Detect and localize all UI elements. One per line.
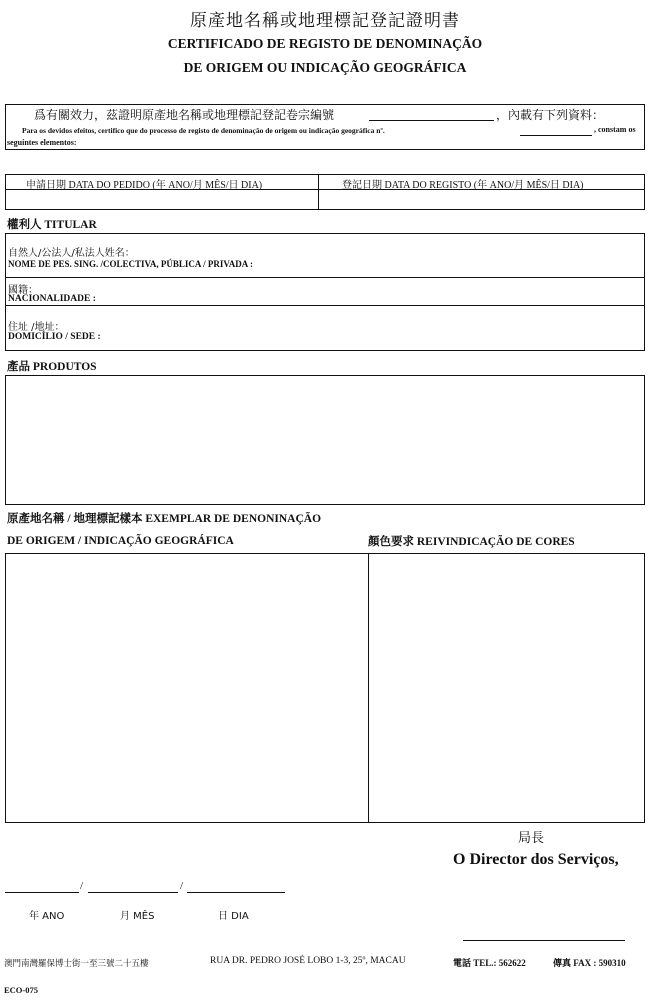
dates-table <box>5 174 645 210</box>
title-portuguese-line2: DE ORIGEM OU INDICAÇÃO GEOGRÁFICA <box>183 60 467 75</box>
sample-field[interactable] <box>6 554 368 822</box>
sample-heading-line1: 原產地名稱 / 地理標記樣本 EXEMPLAR DE DENONINAÇÃO <box>7 513 322 525</box>
title-portuguese-line1: CERTIFICADO DE REGISTO DE DENOMINAÇÃO <box>167 36 483 51</box>
registry-date-field[interactable] <box>319 190 644 209</box>
nationality-label-zh: 國籍： <box>8 285 38 296</box>
date-separator-1: / <box>80 880 84 892</box>
address-label-zh: 住址 /地址： <box>8 322 65 333</box>
sample-heading-line2: DE ORIGEM / INDICAÇÃO GEOGRÁFICA <box>7 535 234 547</box>
day-field[interactable] <box>187 892 285 893</box>
intro-pt-line2: seguintes elementos: <box>7 138 77 147</box>
request-date-field[interactable] <box>6 190 317 209</box>
sample-table <box>5 553 645 823</box>
intro-zh-suffix: ，內載有下列資料： <box>496 108 605 122</box>
month-field[interactable] <box>88 892 178 893</box>
form-code: ECO-075 <box>4 985 38 995</box>
address-label-pt: DOMICÍLIO / SEDE : <box>8 332 101 342</box>
footer-fax: 傳真 FAX : 590310 <box>553 958 626 968</box>
intro-pt-text: Para os devidos efeitos, certifico que do processo de registo de denominação de origem ou indicação geográfica nº. <box>22 126 385 135</box>
process-number-pt-field[interactable] <box>520 135 592 136</box>
date-separator-2: / <box>180 880 184 892</box>
colors-field[interactable] <box>369 554 644 822</box>
intro-zh-text: 爲有關效力，茲證明原產地名稱或地理標記登記卷宗編號 <box>34 108 335 122</box>
month-label: 月 MÊS <box>120 911 155 922</box>
signature-line[interactable] <box>463 940 625 941</box>
products-heading: 產品 PRODUTOS <box>7 361 97 373</box>
name-label-zh: 自然人/公法人/私法人姓名： <box>8 248 135 259</box>
footer-address-pt: RUA DR. PEDRO JOSÉ LOBO 1-3, 25º, MACAU <box>210 956 406 966</box>
year-label: 年 ANO <box>29 911 65 922</box>
footer-tel: 電話 TEL.: 562622 <box>453 958 526 968</box>
intro-pt-suffix: , constam os <box>594 125 636 134</box>
director-label-zh: 局長 <box>518 831 545 846</box>
year-field[interactable] <box>5 892 79 893</box>
title-chinese: 原產地名稱或地理標記登記證明書 <box>190 11 460 31</box>
titular-box <box>5 233 645 351</box>
registry-date-label: 登記日期 DATA DO REGISTO (年 ANO/月 MÊS/日 DIA) <box>342 180 584 191</box>
intro-box <box>5 104 645 150</box>
day-label: 日 DIA <box>218 911 249 922</box>
request-date-label: 申請日期 DATA DO PEDIDO (年 ANO/月 MÊS/日 DIA) <box>26 180 263 191</box>
nationality-label-pt: NACIONALIDADE : <box>8 294 96 304</box>
director-label-pt: O Director dos Serviços, <box>453 851 619 868</box>
products-field[interactable] <box>5 375 645 505</box>
titular-heading: 權利人 TITULAR <box>7 219 97 231</box>
process-number-field[interactable] <box>369 120 494 121</box>
footer-address-zh: 澳門南灣羅保博士街一至三號二十五樓 <box>4 959 149 969</box>
name-label-pt: NOME DE PES. SING. /COLECTIVA, PÚBLICA / PRIVADA : <box>8 259 253 269</box>
colors-heading: 顏色要求 REIVINDICAÇÃO DE CORES <box>368 536 575 548</box>
